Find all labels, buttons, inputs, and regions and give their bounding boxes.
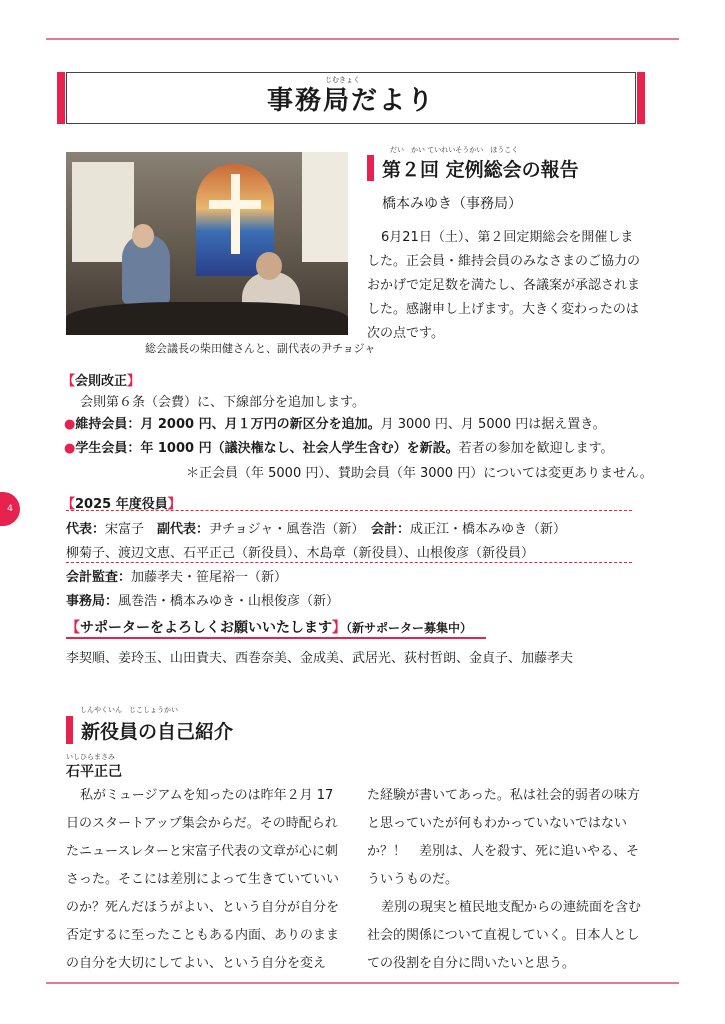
meeting-photo <box>66 152 348 335</box>
intro-line: の自分を大切にしてよい、という自分を変え <box>66 956 327 971</box>
officers-rule <box>66 562 632 563</box>
intro-line: ての役割を自分に問いたいと思う。 <box>367 956 576 971</box>
intro-line: 私がミュージアムを知ったのは昨年２月 17 <box>80 788 334 803</box>
intro-line: 否定するに至ったこともある内面、ありのまま <box>66 928 340 943</box>
report-title: 第２回 定例総会の報告 <box>382 158 579 181</box>
intro-line: た経験が書いてあった。私は社会的弱者の味方 <box>367 788 640 803</box>
photo-person-vice-head <box>256 252 282 280</box>
intro-title: 新役員の自己紹介 <box>81 720 234 743</box>
photo-person-chair-head <box>132 224 154 248</box>
report-line: 6月21日（土）、第２回定期総会を開催しま <box>381 230 634 245</box>
photo-audience <box>66 302 348 335</box>
bylaws-item: ●維持会員：月 2000 円、月１万円の新区分を追加。月 3000 円、月 5000 円は据え置き。 <box>64 417 606 432</box>
bottom-rule <box>46 982 679 984</box>
page-title-box <box>66 72 636 124</box>
officer-line: 柳菊子、渡辺文恵、石平正己（新役員）、木島章（新役員）、山根俊彦（新役員） <box>66 546 535 561</box>
officers-rule <box>66 510 632 511</box>
intro-name: 石平正己 <box>66 764 122 780</box>
report-title-ruby: だい かい ていれいそうかい ほうこく <box>390 146 519 154</box>
intro-line: 日のスタートアップ集会からだ。その時配られ <box>66 816 338 831</box>
officer-line: 事務局：風巻浩・橋本みゆき・山根俊彦（新） <box>66 594 340 609</box>
intro-line: 差別の現実と植民地支配からの連続面を含む <box>381 900 642 915</box>
intro-line: たニュースレターと宋富子代表の文章が心に刺 <box>66 844 338 859</box>
report-line: おかげで定足数を満たし、各議案が承認されま <box>367 278 641 293</box>
intro-line: のか？死んだほうがよい、という自分が自分を <box>66 900 340 915</box>
cross-horizontal <box>209 200 261 209</box>
supporter-rule <box>66 637 486 639</box>
intro-line: 社会的関係について直視していく。日本人とし <box>367 928 640 943</box>
bylaws-note: ＊正会員（年 5000 円）、賛助会員（年 3000 円）については変更ありません。 <box>186 466 653 481</box>
intro-line: か？！ 差別は、人を殺す、死に追いやる、そ <box>367 844 639 859</box>
page-title: 事務局だより <box>266 85 435 116</box>
intro-name-ruby: いしひらまさみ <box>66 753 115 761</box>
bylaws-label: 【会則改正】 <box>62 374 141 389</box>
intro-left-column <box>66 782 339 978</box>
report-heading-bar <box>367 155 374 181</box>
report-heading <box>367 155 579 181</box>
intro-heading <box>66 716 233 744</box>
report-author: 橋本みゆき（事務局） <box>382 196 522 212</box>
officer-line: 会計監査：加藤孝夫・笹尾裕一（新） <box>66 570 288 585</box>
bylaws-intro: 会則第６条（会費）に、下線部分を追加します。 <box>80 395 365 410</box>
intro-line: ういうものだ。 <box>367 872 459 887</box>
page-number: 4 <box>0 492 20 526</box>
supporter-heading: 【サポーターをよろしくお願いいたします】（新サポーター募集中） <box>66 620 473 636</box>
page-title-ruby: じむきょく <box>325 76 360 84</box>
supporter-names: 李契順、姜玲玉、山田貴夫、西巻奈美、金成美、武居光、荻村哲朗、金貞子、加藤孝夫 <box>66 651 574 666</box>
officer-line: 代表：宋富子 副代表：尹チョジャ・風巻浩（新） 会計：成正江・橋本みゆき（新） <box>66 522 566 537</box>
report-line: した。正会員・維持会員のみなさまのご協力の <box>367 254 641 269</box>
intro-right-column <box>367 782 641 978</box>
intro-line: と思っていたが何もわかっていないではない <box>367 816 628 831</box>
title-left-bar <box>57 72 65 124</box>
report-line: した。感謝申し上げます。大きく変わったのは <box>367 302 639 317</box>
report-body <box>367 226 657 346</box>
report-line: 次の点です。 <box>367 326 444 341</box>
intro-title-ruby: しんやくいん じこしょうかい <box>80 706 178 714</box>
cross-vertical <box>231 174 240 254</box>
intro-heading-bar <box>66 716 73 744</box>
photo-banner-right <box>302 152 348 262</box>
photo-caption: 総会議長の柴田健さんと、副代表の尹チョジャ <box>145 342 376 355</box>
bylaws-item: ●学生会員：年 1000 円（議決権なし、社会人学生含む）を新設。若者の参加を歓迎します。 <box>64 441 614 456</box>
top-rule <box>46 38 679 40</box>
officers-label: 【2025 年度役員】 <box>62 497 181 512</box>
title-right-bar <box>637 72 645 124</box>
intro-line: さった。そこには差別によって生きていていい <box>66 872 340 887</box>
